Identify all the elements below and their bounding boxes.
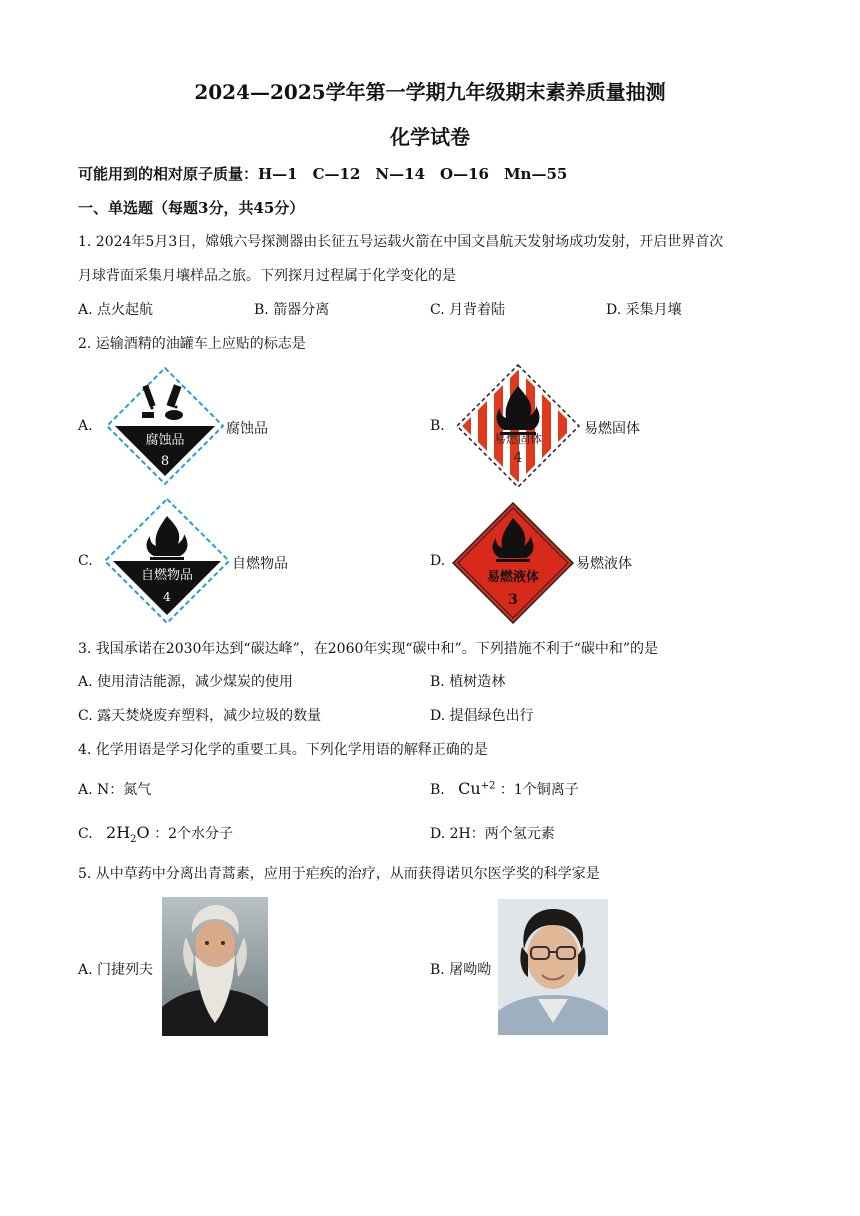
q3-option-c: C. 露天焚烧废弃塑料，减少垃圾的数量 xyxy=(78,708,322,724)
corrosive-sign-number: 8 xyxy=(160,454,170,469)
q3-option-a: A. 使用清洁能源，减少煤炭的使用 xyxy=(78,674,294,690)
q3-option-d: D. 提倡绿色出行 xyxy=(430,708,534,724)
q2-option-a-label: 腐蚀品 xyxy=(226,421,268,437)
spontaneous-combustion-sign-number: 4 xyxy=(163,590,171,604)
q5-option-b: B. 屠呦呦 xyxy=(430,962,492,978)
q2-option-d-label: 易燃液体 xyxy=(576,556,632,572)
mendeleev-portrait xyxy=(162,897,268,1036)
tu-youyou-portrait xyxy=(498,899,608,1035)
q3-option-b: B. 植树造林 xyxy=(430,674,506,690)
q1-option-c: C. 月背着陆 xyxy=(430,302,506,318)
q4-option-c-prefix: C. xyxy=(78,826,93,842)
q4-option-b xyxy=(430,779,579,799)
exam-subtitle: 化学试卷 xyxy=(390,125,470,149)
section-heading: 一、单选题（每题3分，共45分） xyxy=(78,199,305,217)
spontaneous-combustion-sign xyxy=(104,498,230,624)
q2-option-d-letter: D. xyxy=(430,553,446,569)
q4-option-c-text: ：2个水分子 xyxy=(154,826,234,842)
q1-option-a: A. 点火起航 xyxy=(78,302,154,318)
q2-option-b-label: 易燃固体 xyxy=(584,421,640,437)
spontaneous-combustion-sign-text: 自燃物品 xyxy=(140,568,193,583)
corrosive-sign-text: 腐蚀品 xyxy=(145,433,185,448)
q2-stem: 2. 运输酒精的油罐车上应贴的标志是 xyxy=(78,336,306,352)
q1-stem-line1: 1. 2024年5月3日，嫦娥六号探测器由长征五号运载火箭在中国文昌航天发射场成功发射，开启世界首次 xyxy=(78,234,724,250)
q1-stem-line2: 月球背面采集月壤样品之旅。下列探月过程属于化学变化的是 xyxy=(78,268,456,284)
q4-stem: 4. 化学用语是学习化学的重要工具。下列化学用语的解释正确的是 xyxy=(78,742,488,758)
q1-option-d: D. 采集月壤 xyxy=(606,302,682,318)
exam-title: 2024—2025学年第一学期九年级期末素养质量抽测 xyxy=(194,80,666,104)
q4-option-c-coef: 2H xyxy=(106,823,131,842)
q2-option-c-label: 自燃物品 xyxy=(232,556,288,572)
flammable-solid-sign-number: 4 xyxy=(513,450,523,466)
flammable-solid-sign xyxy=(456,364,580,488)
q4-option-c xyxy=(78,823,233,845)
q4-option-b-text: ：1个铜离子 xyxy=(499,782,579,798)
q4-option-a: A. N：氮气 xyxy=(78,782,152,798)
flammable-liquid-sign xyxy=(452,502,574,624)
q4-option-b-prefix: B. xyxy=(430,782,445,798)
q2-option-c-letter: C. xyxy=(78,553,93,569)
atomic-masses: 可能用到的相对原子质量：H—1 C—12 N—14 O—16 Mn—55 xyxy=(78,165,568,183)
corrosive-sign xyxy=(106,367,224,485)
flammable-liquid-sign-text: 易燃液体 xyxy=(486,570,539,585)
q3-stem: 3. 我国承诺在2030年达到“碳达峰”，在2060年实现“碳中和”。下列措施不利于“碳中和”的是 xyxy=(78,641,659,657)
q4-option-b-charge: +2 xyxy=(480,780,496,792)
flammable-liquid-sign-number: 3 xyxy=(508,592,518,608)
q2-option-b-letter: B. xyxy=(430,418,445,434)
q4-option-b-formula: Cu xyxy=(458,779,481,798)
q5-option-a: A. 门捷列夫 xyxy=(78,962,154,978)
q1-option-b: B. 箭器分离 xyxy=(254,302,330,318)
q2-option-a-letter: A. xyxy=(78,418,93,434)
q4-option-c-end: O xyxy=(136,823,150,842)
flammable-solid-sign-text: 易燃固体 xyxy=(493,432,542,446)
q4-option-c-sub: 2 xyxy=(130,833,137,845)
q5-stem: 5. 从中草药中分离出青蒿素，应用于疟疾的治疗，从而获得诺贝尔医学奖的科学家是 xyxy=(78,866,600,882)
q4-option-d: D. 2H：两个氢元素 xyxy=(430,826,555,842)
